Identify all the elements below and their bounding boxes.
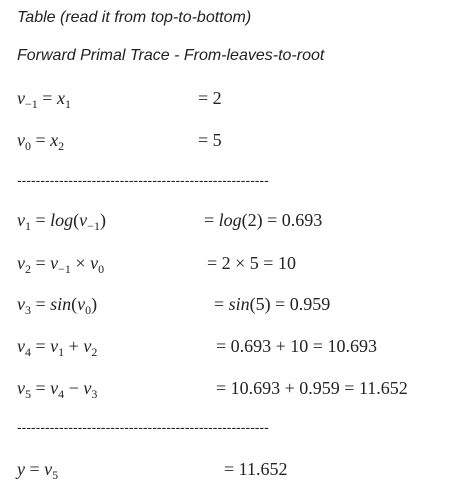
step-4-expr: = 0.693 + 10 = 10.693 (216, 336, 377, 356)
trace-subtitle: Forward Primal Trace - From-leaves-to-root (17, 47, 325, 64)
input-row-1-lhs: $v_{-1} = x_1$ (17, 88, 71, 111)
divider-top: ------------------------------------------------------ (17, 172, 269, 188)
step-3-expr: = sin(5) = 0.959 (214, 294, 331, 314)
output-lhs: $y = v_5$ (17, 459, 59, 482)
step-1-lhs: $v_1 = \log(v_{-1})$ (17, 210, 106, 233)
input-row-2-lhs: $v_0 = x_2$ (17, 130, 65, 153)
step-1-expr: = log(2) = 0.693 (204, 210, 323, 230)
input-row-1-value: = 2 (198, 88, 222, 108)
input-row-2-value: = 5 (198, 130, 222, 150)
divider-bottom: ------------------------------------------------------ (17, 419, 269, 435)
table-title: Table (read it from top-to-bottom) (17, 9, 252, 26)
step-2-expr: = 2 × 5 = 10 (207, 253, 296, 273)
output-value: = 11.652 (224, 459, 288, 479)
step-3-lhs: $v_3 = \sin(v_0)$ (17, 294, 98, 317)
step-5-expr: = 10.693 + 0.959 = 11.652 (216, 378, 408, 398)
step-4-lhs: $v_4 = v_1 + v_2$ (17, 336, 98, 359)
step-2-lhs: $v_2 = v_{-1} \times v_0$ (17, 253, 105, 276)
step-5-lhs: $v_5 = v_4 - v_3$ (17, 378, 98, 401)
